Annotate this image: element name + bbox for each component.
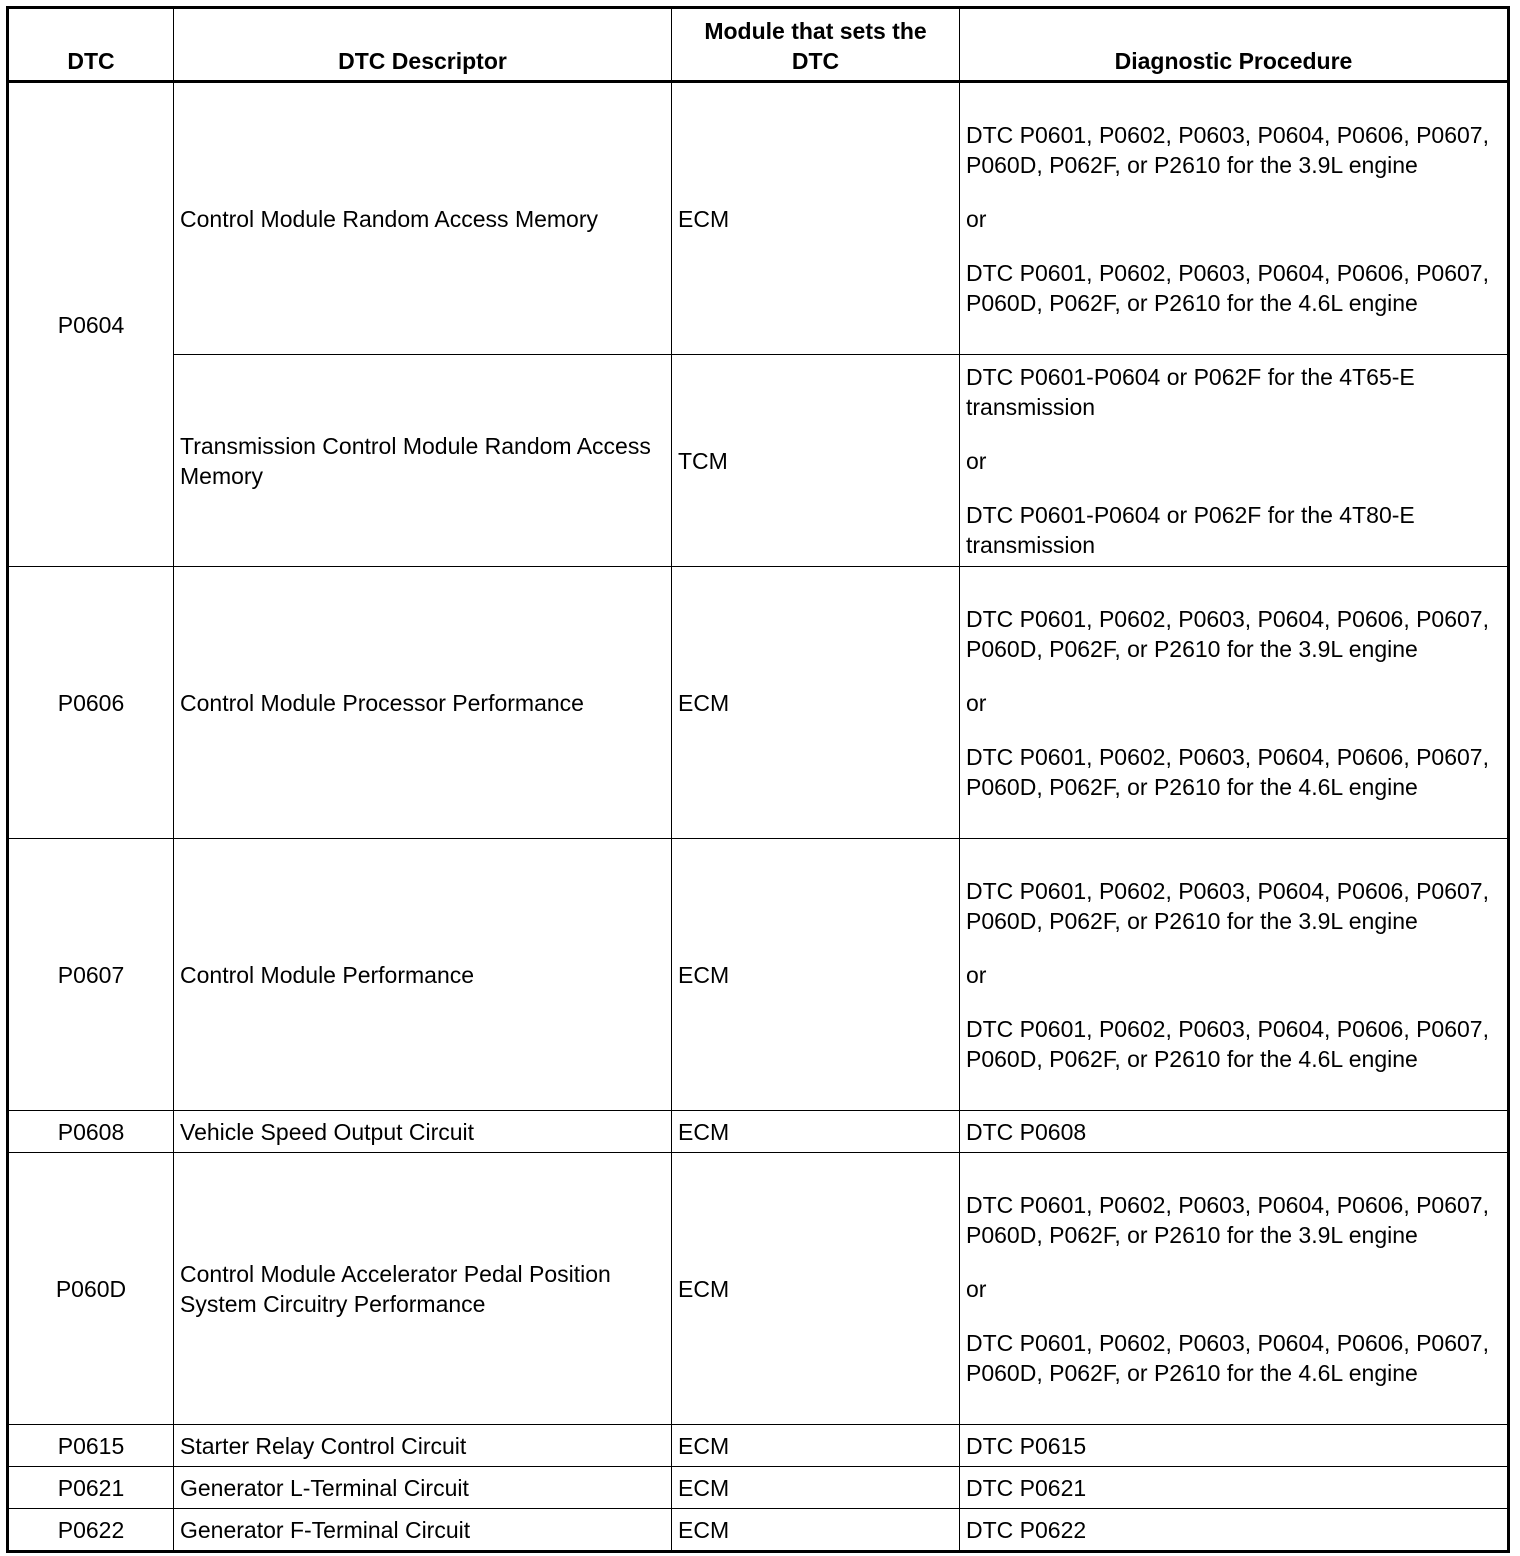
module: ECM [672, 839, 960, 1111]
header-descriptor: DTC Descriptor [174, 8, 672, 82]
dtc-descriptor: Control Module Performance [174, 839, 672, 1111]
table-row [8, 355, 1509, 567]
dtc-descriptor: Generator L-Terminal Circuit [174, 1467, 672, 1509]
dtc-code: P0604 [8, 82, 174, 567]
dtc-descriptor: Generator F-Terminal Circuit [174, 1509, 672, 1552]
dtc-code: P0622 [8, 1509, 174, 1552]
diagnostic-procedure: DTC P0621 [960, 1467, 1509, 1509]
procedure-or: or [966, 1275, 987, 1302]
diagnostic-procedure [960, 839, 1509, 1111]
procedure-text: DTC P0601, P0602, P0603, P0604, P0606, P0607, P060D, P062F, or P2610 for the 3.9L engine [966, 877, 1489, 934]
module: ECM [672, 1425, 960, 1467]
module: ECM [672, 1153, 960, 1425]
procedure-text: DTC P0601, P0602, P0603, P0604, P0606, P0607, P060D, P062F, or P2610 for the 3.9L engine [966, 605, 1489, 662]
table-row [8, 839, 1509, 1111]
dtc-descriptor: Vehicle Speed Output Circuit [174, 1111, 672, 1153]
diagnostic-procedure [960, 82, 1509, 355]
dtc-descriptor: Control Module Processor Performance [174, 567, 672, 839]
table-row [8, 82, 1509, 355]
diagnostic-procedure: DTC P0622 [960, 1509, 1509, 1552]
dtc-code: P0608 [8, 1111, 174, 1153]
dtc-code: P0621 [8, 1467, 174, 1509]
dtc-code: P0607 [8, 839, 174, 1111]
procedure-text: DTC P0601-P0604 or P062F for the 4T80-E transmission [966, 501, 1415, 558]
module: ECM [672, 82, 960, 355]
procedure-text: DTC P0601, P0602, P0603, P0604, P0606, P0607, P060D, P062F, or P2610 for the 4.6L engine [966, 743, 1489, 800]
procedure-text: DTC P0601, P0602, P0603, P0604, P0606, P0607, P060D, P062F, or P2610 for the 4.6L engine [966, 1329, 1489, 1386]
diagnostic-procedure: DTC P0615 [960, 1425, 1509, 1467]
module: ECM [672, 567, 960, 839]
procedure-or: or [966, 689, 987, 716]
header-dtc: DTC [8, 8, 174, 82]
dtc-descriptor: Transmission Control Module Random Access Memory [174, 355, 672, 567]
dtc-table [6, 6, 1510, 1553]
header-module: Module that sets the DTC [672, 8, 960, 82]
table-row [8, 1509, 1509, 1552]
diagnostic-procedure [960, 1153, 1509, 1425]
dtc-descriptor: Control Module Random Access Memory [174, 82, 672, 355]
procedure-text: DTC P0601, P0602, P0603, P0604, P0606, P0607, P060D, P062F, or P2610 for the 4.6L engine [966, 259, 1489, 316]
dtc-code: P060D [8, 1153, 174, 1425]
dtc-descriptor: Starter Relay Control Circuit [174, 1425, 672, 1467]
procedure-or: or [966, 205, 987, 232]
diagnostic-procedure: DTC P0608 [960, 1111, 1509, 1153]
procedure-or: or [966, 447, 987, 474]
dtc-code: P0615 [8, 1425, 174, 1467]
header-procedure: Diagnostic Procedure [960, 8, 1509, 82]
diagnostic-procedure [960, 355, 1509, 567]
table-row [8, 1425, 1509, 1467]
procedure-text: DTC P0601-P0604 or P062F for the 4T65-E transmission [966, 363, 1415, 420]
diagnostic-procedure [960, 567, 1509, 839]
procedure-text: DTC P0601, P0602, P0603, P0604, P0606, P0607, P060D, P062F, or P2610 for the 3.9L engine [966, 1191, 1489, 1248]
dtc-descriptor: Control Module Accelerator Pedal Position System Circuitry Performance [174, 1153, 672, 1425]
module: TCM [672, 355, 960, 567]
procedure-text: DTC P0601, P0602, P0603, P0604, P0606, P0607, P060D, P062F, or P2610 for the 4.6L engine [966, 1015, 1489, 1072]
module: ECM [672, 1111, 960, 1153]
procedure-or: or [966, 961, 987, 988]
module: ECM [672, 1509, 960, 1552]
table-row [8, 1111, 1509, 1153]
table-row [8, 1153, 1509, 1425]
table-row [8, 1467, 1509, 1509]
header-row [8, 8, 1509, 82]
table-row [8, 567, 1509, 839]
procedure-text: DTC P0601, P0602, P0603, P0604, P0606, P0607, P060D, P062F, or P2610 for the 3.9L engine [966, 121, 1489, 178]
module: ECM [672, 1467, 960, 1509]
dtc-code: P0606 [8, 567, 174, 839]
